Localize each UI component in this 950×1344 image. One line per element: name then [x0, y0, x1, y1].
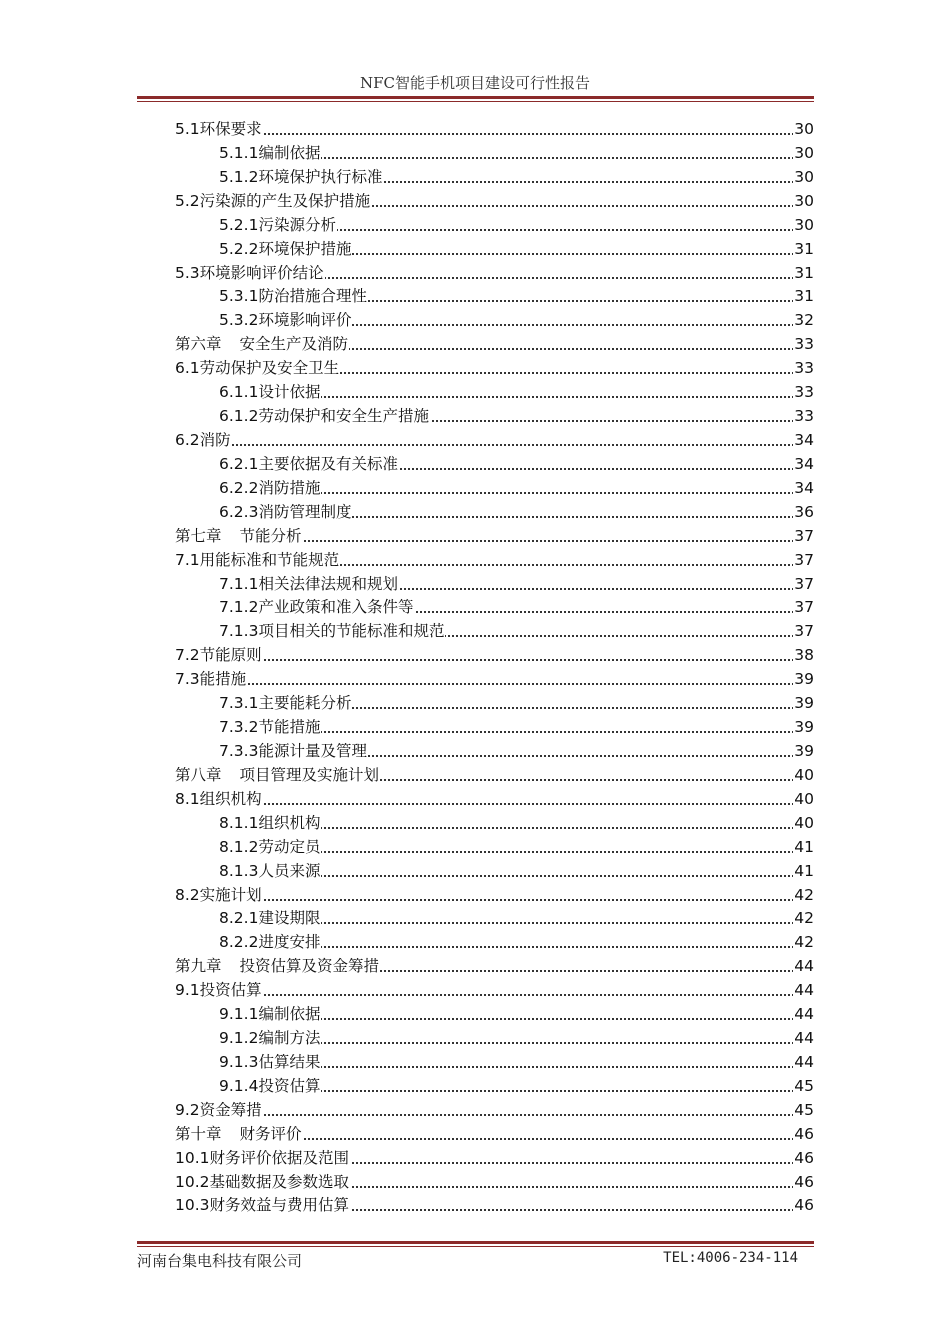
toc-page-number: 44: [793, 1003, 814, 1027]
toc-page-number: 46: [793, 1194, 814, 1218]
toc-page-number: 30: [793, 166, 814, 190]
toc-entry-title: [219, 814, 321, 832]
toc-entry[interactable]: [175, 453, 814, 477]
toc-entry-text: 编制方法: [258, 1029, 321, 1048]
footer-rule-thin: [137, 1246, 814, 1247]
toc-page-number: 34: [793, 429, 814, 453]
toc-entry-number: 5.1.1: [219, 143, 259, 162]
toc-entry-text: 防治措施合理性: [258, 287, 367, 306]
toc-entry-number: 7.2: [175, 646, 200, 665]
toc-entry[interactable]: [175, 860, 814, 884]
toc-entry-title: [219, 1005, 321, 1023]
toc-entry[interactable]: [175, 1099, 814, 1123]
toc-entry-number: 5.3.1: [219, 287, 259, 306]
toc-entry-title: [175, 1196, 350, 1214]
toc-page-number: 46: [793, 1171, 814, 1195]
toc-page-number: 46: [793, 1147, 814, 1171]
toc-entry-text: 劳动保护和安全生产措施: [258, 407, 429, 426]
toc-entry[interactable]: [175, 788, 814, 812]
toc-entry-number: 第八章: [175, 765, 222, 784]
toc-entry[interactable]: [175, 836, 814, 860]
toc-entry[interactable]: [175, 429, 814, 453]
toc-entry[interactable]: [175, 1194, 814, 1218]
toc-entry[interactable]: [175, 142, 814, 166]
toc-entry-title: [175, 192, 371, 210]
toc-entry-number: 7.3.1: [219, 694, 259, 713]
toc-entry-text: 估算结果: [258, 1052, 321, 1071]
toc-page-number: 37: [793, 596, 814, 620]
toc-entry-number: 9.2: [175, 1100, 200, 1119]
toc-leader-dots: [175, 1114, 814, 1116]
toc-entry-number: 5.3.2: [219, 311, 259, 330]
toc-entry[interactable]: [175, 812, 814, 836]
toc-entry-number: 8.1.2: [219, 837, 259, 856]
toc-entry[interactable]: [175, 262, 814, 286]
toc-entry-title: [219, 575, 399, 593]
toc-entry-text: 污染源分析: [258, 215, 336, 234]
toc-entry-number: 8.1.3: [219, 861, 259, 880]
toc-entry-title: [219, 383, 321, 401]
toc-entry-number: 10.3: [175, 1196, 210, 1215]
toc-entry[interactable]: [175, 333, 814, 357]
toc-entry[interactable]: [175, 1027, 814, 1051]
toc-entry-number: 9.1.2: [219, 1029, 259, 1048]
toc-entry-text: 用能标准和节能规范: [199, 550, 340, 569]
toc-entry-title: [219, 479, 321, 497]
toc-leader-dots: [175, 683, 814, 685]
footer-phone: TEL:4006-234-114: [663, 1250, 798, 1266]
header-rule-thick: [137, 96, 814, 99]
toc-entry-number: 5.1: [175, 120, 200, 138]
toc-leader-dots: [175, 899, 814, 901]
toc-entry[interactable]: [175, 907, 814, 931]
toc-page-number: 31: [793, 238, 814, 262]
toc-entry-title: [219, 216, 337, 234]
toc-entry-text: 主要依据及有关标准: [258, 454, 398, 473]
toc-entry-number: 8.1.1: [219, 813, 259, 832]
toc-entry[interactable]: [175, 381, 814, 405]
toc-page-number: 37: [793, 525, 814, 549]
toc-entry[interactable]: [175, 1123, 814, 1147]
toc-entry-text: 节能分析: [239, 526, 302, 545]
toc-entry[interactable]: [175, 740, 814, 764]
toc-entry-title: [219, 455, 399, 473]
toc-page-number: 30: [793, 190, 814, 214]
toc-entry-title: [175, 335, 349, 353]
toc-entry-title: [175, 1149, 350, 1167]
toc-entry-number: 5.2.1: [219, 215, 259, 234]
toc-entry-text: 组织机构: [199, 789, 262, 808]
toc-page-number: 33: [793, 405, 814, 429]
toc-entry-text: 能源计量及管理: [258, 741, 367, 760]
toc-entry-text: 财务效益与费用估算: [209, 1196, 350, 1215]
toc-page-number: 40: [793, 764, 814, 788]
toc-page-number: 40: [793, 788, 814, 812]
toc-entry-text: 污染源的产生及保护措施: [199, 191, 371, 210]
toc-page-number: 45: [793, 1075, 814, 1099]
toc-page-number: 30: [793, 142, 814, 166]
toc-entry-title: [175, 1173, 350, 1191]
toc-page-number: 34: [793, 453, 814, 477]
toc-entry-text: 投资估算: [258, 1076, 321, 1095]
toc-page-number: 32: [793, 309, 814, 333]
footer-rule-thick: [137, 1241, 814, 1244]
toc-entry-number: 7.1.1: [219, 574, 259, 593]
toc-entry-title: [175, 957, 380, 975]
toc-entry-title: [219, 240, 352, 258]
toc-page-number: 30: [793, 118, 814, 142]
toc-entry-title: [175, 981, 263, 999]
toc-entry-title: [219, 1077, 321, 1095]
toc-entry[interactable]: [175, 118, 814, 142]
toc-entry[interactable]: [175, 1003, 814, 1027]
toc-page-number: 41: [793, 860, 814, 884]
toc-page-number: 33: [793, 381, 814, 405]
toc-entry-number: 6.1.2: [219, 407, 259, 426]
toc-entry-text: 基础数据及参数选取: [209, 1172, 350, 1191]
toc-entry-number: 第六章: [175, 335, 222, 354]
toc-entry-number: 6.2.1: [219, 454, 259, 473]
toc-page-number: 37: [793, 549, 814, 573]
toc-entry-text: 消防管理制度: [258, 502, 352, 521]
toc-entry-number: 5.2.2: [219, 239, 259, 258]
toc-entry-number: 6.2: [175, 430, 200, 449]
toc-entry-text: 消防措施: [258, 478, 321, 497]
toc-page-number: 42: [793, 884, 814, 908]
toc-leader-dots: [175, 994, 814, 996]
toc-entry[interactable]: [175, 525, 814, 549]
table-of-contents: [175, 118, 814, 1218]
toc-entry-number: 8.1: [175, 789, 200, 808]
toc-entry-text: 劳动保护及安全卫生: [199, 359, 340, 378]
toc-page-number: 40: [793, 812, 814, 836]
toc-entry-text: 财务评价: [239, 1124, 302, 1143]
toc-entry[interactable]: [175, 309, 814, 333]
toc-page-number: 36: [793, 501, 814, 525]
toc-entry-title: [175, 431, 232, 449]
toc-page-number: 33: [793, 357, 814, 381]
toc-page-number: 34: [793, 477, 814, 501]
toc-entry-title: [219, 1053, 321, 1071]
toc-entry-number: 9.1.3: [219, 1052, 259, 1071]
toc-entry[interactable]: [175, 405, 814, 429]
toc-entry[interactable]: [175, 692, 814, 716]
toc-entry-title: [175, 670, 247, 688]
toc-entry-number: 第九章: [175, 957, 222, 976]
toc-entry[interactable]: [175, 1051, 814, 1075]
toc-page-number: 33: [793, 333, 814, 357]
toc-entry-text: 设计依据: [258, 383, 321, 402]
toc-page-number: 39: [793, 668, 814, 692]
toc-page-number: 44: [793, 1051, 814, 1075]
toc-entry-text: 节能措施: [258, 718, 321, 737]
toc-entry-title: [219, 407, 430, 425]
toc-entry-number: 7.3: [175, 670, 200, 689]
header-rule-thin: [137, 101, 814, 102]
toc-entry[interactable]: [175, 238, 814, 262]
toc-entry-text: 资金筹措: [199, 1100, 262, 1119]
toc-entry-text: 环境保护措施: [258, 239, 352, 258]
toc-page-number: 31: [793, 285, 814, 309]
toc-entry-number: 5.2: [175, 191, 200, 210]
toc-entry-title: [219, 909, 321, 927]
toc-entry-text: 节能原则: [199, 646, 262, 665]
toc-leader-dots: [175, 803, 814, 805]
toc-entry-title: [219, 862, 321, 880]
toc-entry-number: 7.1.2: [219, 598, 259, 617]
toc-entry-title: [175, 1125, 303, 1143]
toc-entry-text: 编制依据: [258, 143, 321, 162]
toc-entry-number: 7.1: [175, 550, 200, 569]
toc-entry[interactable]: [175, 190, 814, 214]
toc-entry-text: 环境影响评价结论: [199, 263, 324, 282]
toc-entry-number: 6.2.2: [219, 478, 259, 497]
toc-entry-text: 相关法律法规和规划: [258, 574, 398, 593]
toc-entry[interactable]: [175, 357, 814, 381]
toc-entry-number: 8.2.1: [219, 909, 259, 928]
toc-entry-title: [219, 1029, 321, 1047]
toc-page-number: 42: [793, 907, 814, 931]
toc-entry-number: 10.2: [175, 1172, 210, 1191]
toc-entry-number: 6.1.1: [219, 383, 259, 402]
toc-entry-text: 主要能耗分析: [258, 694, 352, 713]
toc-entry[interactable]: [175, 716, 814, 740]
toc-entry-number: 9.1.1: [219, 1005, 259, 1024]
toc-leader-dots: [175, 444, 814, 446]
toc-entry-number: 7.1.3: [219, 622, 259, 641]
toc-entry[interactable]: [175, 549, 814, 573]
toc-page-number: 38: [793, 644, 814, 668]
toc-entry-number: 8.2.2: [219, 933, 259, 952]
toc-entry-title: [219, 622, 445, 640]
toc-page-number: 37: [793, 573, 814, 597]
running-header-title: NFC智能手机项目建设可行性报告: [359, 74, 590, 92]
toc-entry-title: [219, 287, 368, 305]
toc-entry-number: 第十章: [175, 1124, 222, 1143]
toc-entry-text: 组织机构: [258, 813, 321, 832]
toc-entry-text: 实施计划: [199, 885, 262, 904]
toc-entry[interactable]: [175, 573, 814, 597]
toc-entry-number: 7.3.3: [219, 741, 259, 760]
toc-entry-text: 消防: [199, 430, 231, 449]
toc-leader-dots: [175, 659, 814, 661]
toc-entry-text: 建设期限: [258, 909, 321, 928]
toc-entry-title: [219, 598, 414, 616]
toc-entry[interactable]: [175, 166, 814, 190]
toc-entry-number: 第七章: [175, 526, 222, 545]
toc-entry-title: [175, 646, 263, 664]
toc-entry-title: [175, 886, 263, 904]
toc-entry[interactable]: [175, 1147, 814, 1171]
toc-leader-dots: [175, 133, 814, 135]
toc-entry[interactable]: [175, 501, 814, 525]
toc-entry[interactable]: [175, 620, 814, 644]
toc-page-number: 42: [793, 931, 814, 955]
toc-entry-text: 项目相关的节能标准和规范: [258, 622, 445, 641]
toc-entry-title: [175, 1101, 263, 1119]
toc-entry[interactable]: [175, 931, 814, 955]
toc-entry-title: [219, 694, 352, 712]
toc-entry-text: 进度安排: [258, 933, 321, 952]
toc-entry-text: 环境影响评价: [258, 311, 352, 330]
toc-entry-number: 10.1: [175, 1148, 210, 1167]
toc-entry-text: 环境保护执行标准: [258, 167, 383, 186]
toc-entry-title: [219, 742, 368, 760]
toc-entry-text: 能措施: [199, 670, 247, 689]
toc-entry[interactable]: [175, 979, 814, 1003]
toc-entry-title: [219, 718, 321, 736]
toc-entry[interactable]: [175, 477, 814, 501]
toc-entry[interactable]: [175, 764, 814, 788]
toc-entry-title: [175, 790, 263, 808]
toc-entry-title: [219, 503, 352, 521]
toc-entry-title: [175, 527, 303, 545]
toc-entry-text: 投资估算: [199, 981, 262, 1000]
footer-company-name: 河南台集电科技有限公司: [137, 1252, 303, 1270]
toc-entry[interactable]: [175, 1075, 814, 1099]
toc-entry-text: 编制依据: [258, 1005, 321, 1024]
toc-entry-text: 项目管理及实施计划: [239, 765, 380, 784]
toc-page-number: 44: [793, 955, 814, 979]
toc-page-number: 31: [793, 262, 814, 286]
toc-entry-title: [219, 311, 352, 329]
toc-entry-title: [219, 168, 383, 186]
toc-entry-number: 8.2: [175, 885, 200, 904]
toc-entry-text: 人员来源: [258, 861, 321, 880]
toc-entry-title: [175, 120, 263, 138]
toc-entry-number: 5.1.2: [219, 167, 259, 186]
toc-entry[interactable]: [175, 884, 814, 908]
toc-entry-title: [175, 359, 340, 377]
toc-entry[interactable]: [175, 596, 814, 620]
toc-entry[interactable]: [175, 214, 814, 238]
toc-entry-number: 5.3: [175, 263, 200, 282]
toc-entry[interactable]: [175, 668, 814, 692]
toc-entry-text: 财务评价依据及范围: [209, 1148, 350, 1167]
toc-entry-text: 安全生产及消防: [239, 335, 349, 354]
toc-page-number: 39: [793, 692, 814, 716]
toc-page-number: 37: [793, 620, 814, 644]
toc-page-number: 45: [793, 1099, 814, 1123]
toc-entry-text: 投资估算及资金筹措: [239, 957, 380, 976]
toc-page-number: 44: [793, 1027, 814, 1051]
toc-entry-title: [175, 264, 325, 282]
toc-page-number: 39: [793, 740, 814, 764]
toc-entry[interactable]: [175, 1171, 814, 1195]
toc-entry-title: [219, 933, 321, 951]
toc-page-number: 30: [793, 214, 814, 238]
toc-page-number: 41: [793, 836, 814, 860]
toc-entry-text: 环保要求: [199, 120, 262, 138]
toc-entry-title: [219, 144, 321, 162]
toc-page-number: 44: [793, 979, 814, 1003]
toc-entry-text: 产业政策和准入条件等: [258, 598, 414, 617]
toc-entry-number: 6.1: [175, 359, 200, 378]
toc-page-number: 46: [793, 1123, 814, 1147]
toc-entry[interactable]: [175, 644, 814, 668]
toc-entry-number: 6.2.3: [219, 502, 259, 521]
toc-entry-title: [175, 551, 340, 569]
toc-entry-number: 7.3.2: [219, 718, 259, 737]
toc-entry[interactable]: [175, 285, 814, 309]
toc-entry-number: 9.1: [175, 981, 200, 1000]
toc-entry-title: [219, 838, 321, 856]
toc-page-number: 39: [793, 716, 814, 740]
toc-entry-number: 9.1.4: [219, 1076, 259, 1095]
toc-entry[interactable]: [175, 955, 814, 979]
toc-entry-title: [175, 766, 380, 784]
toc-entry-text: 劳动定员: [258, 837, 321, 856]
